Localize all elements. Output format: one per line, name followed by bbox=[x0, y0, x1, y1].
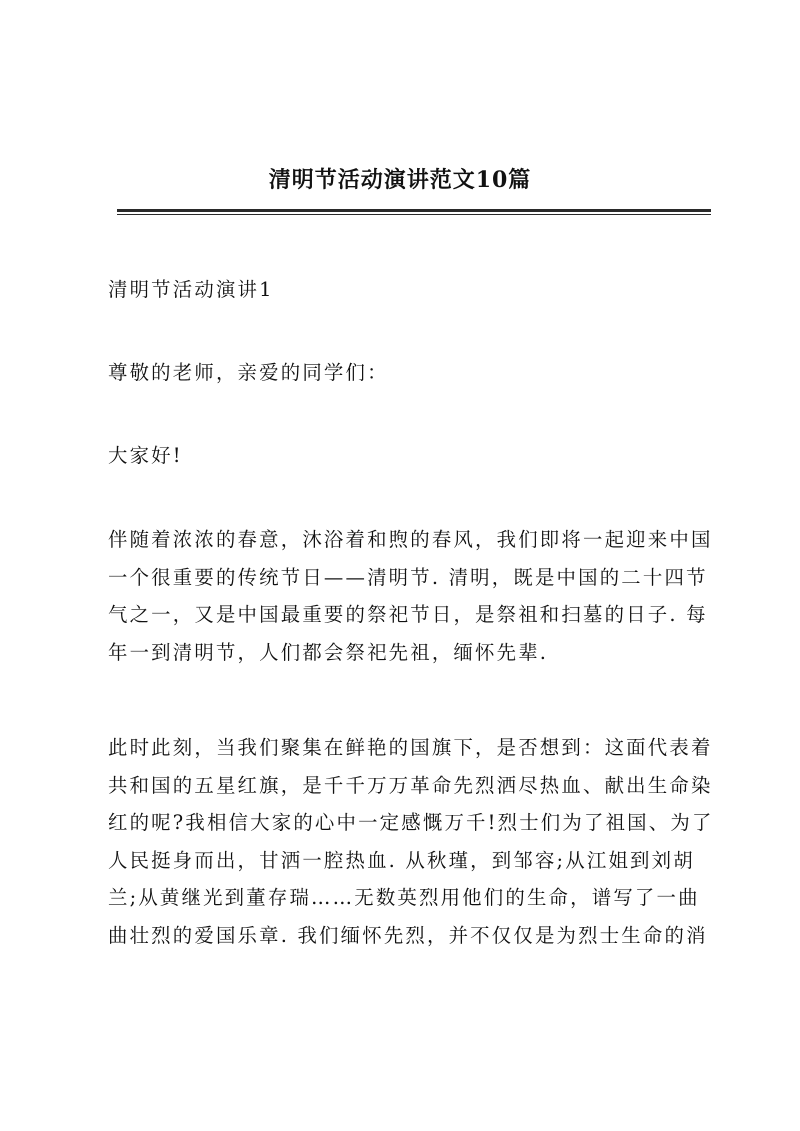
paragraph-line: 伴随着浓浓的春意，沐浴着和煦的春风，我们即将一起迎来中国 bbox=[108, 528, 713, 551]
document-title: 清明节活动演讲范文10篇 bbox=[268, 167, 532, 193]
paragraph-line: 共和国的五星红旗，是千千万万革命先烈洒尽热血、献出生命染 bbox=[108, 773, 713, 797]
salutation bbox=[108, 354, 716, 392]
paragraph-line: 兰;从黄继光到董存瑞……无数英烈用他们的生命，谱写了一曲 bbox=[108, 886, 700, 909]
paragraph-line: 曲壮烈的爱国乐章. 我们缅怀先烈，并不仅仅是为烈士生命的消 bbox=[108, 923, 708, 947]
section-heading-text: 清明节活动演讲1 bbox=[108, 278, 274, 301]
paragraph-line: 年一到清明节，人们都会祭祀先祖，缅怀先辈. bbox=[108, 640, 549, 664]
paragraph-line: 一个很重要的传统节日——清明节. 清明，既是中国的二十四节 bbox=[108, 565, 708, 589]
title-divider-thick bbox=[117, 209, 711, 212]
paragraph-line: 此时此刻，当我们聚集在鲜艳的国旗下，是否想到：这面代表着 bbox=[108, 736, 713, 759]
paragraph-line: 红的呢?我相信大家的心中一定感慨万千!烈士们为了祖国、为了 bbox=[108, 811, 714, 834]
section-heading bbox=[108, 271, 716, 309]
paragraph-1 bbox=[108, 521, 716, 671]
salutation-text: 尊敬的老师，亲爱的同学们： bbox=[108, 361, 389, 384]
title-divider-thin bbox=[117, 214, 711, 215]
paragraph-2 bbox=[108, 729, 716, 954]
paragraph-line: 气之一，又是中国最重要的祭祀节日，是祭祖和扫墓的日子. 每 bbox=[108, 603, 708, 626]
greeting-text: 大家好! bbox=[108, 444, 183, 467]
greeting bbox=[108, 437, 716, 475]
paragraph-line: 人民挺身而出，甘洒一腔热血. 从秋瑾，到邹容;从江姐到刘胡 bbox=[108, 848, 695, 872]
